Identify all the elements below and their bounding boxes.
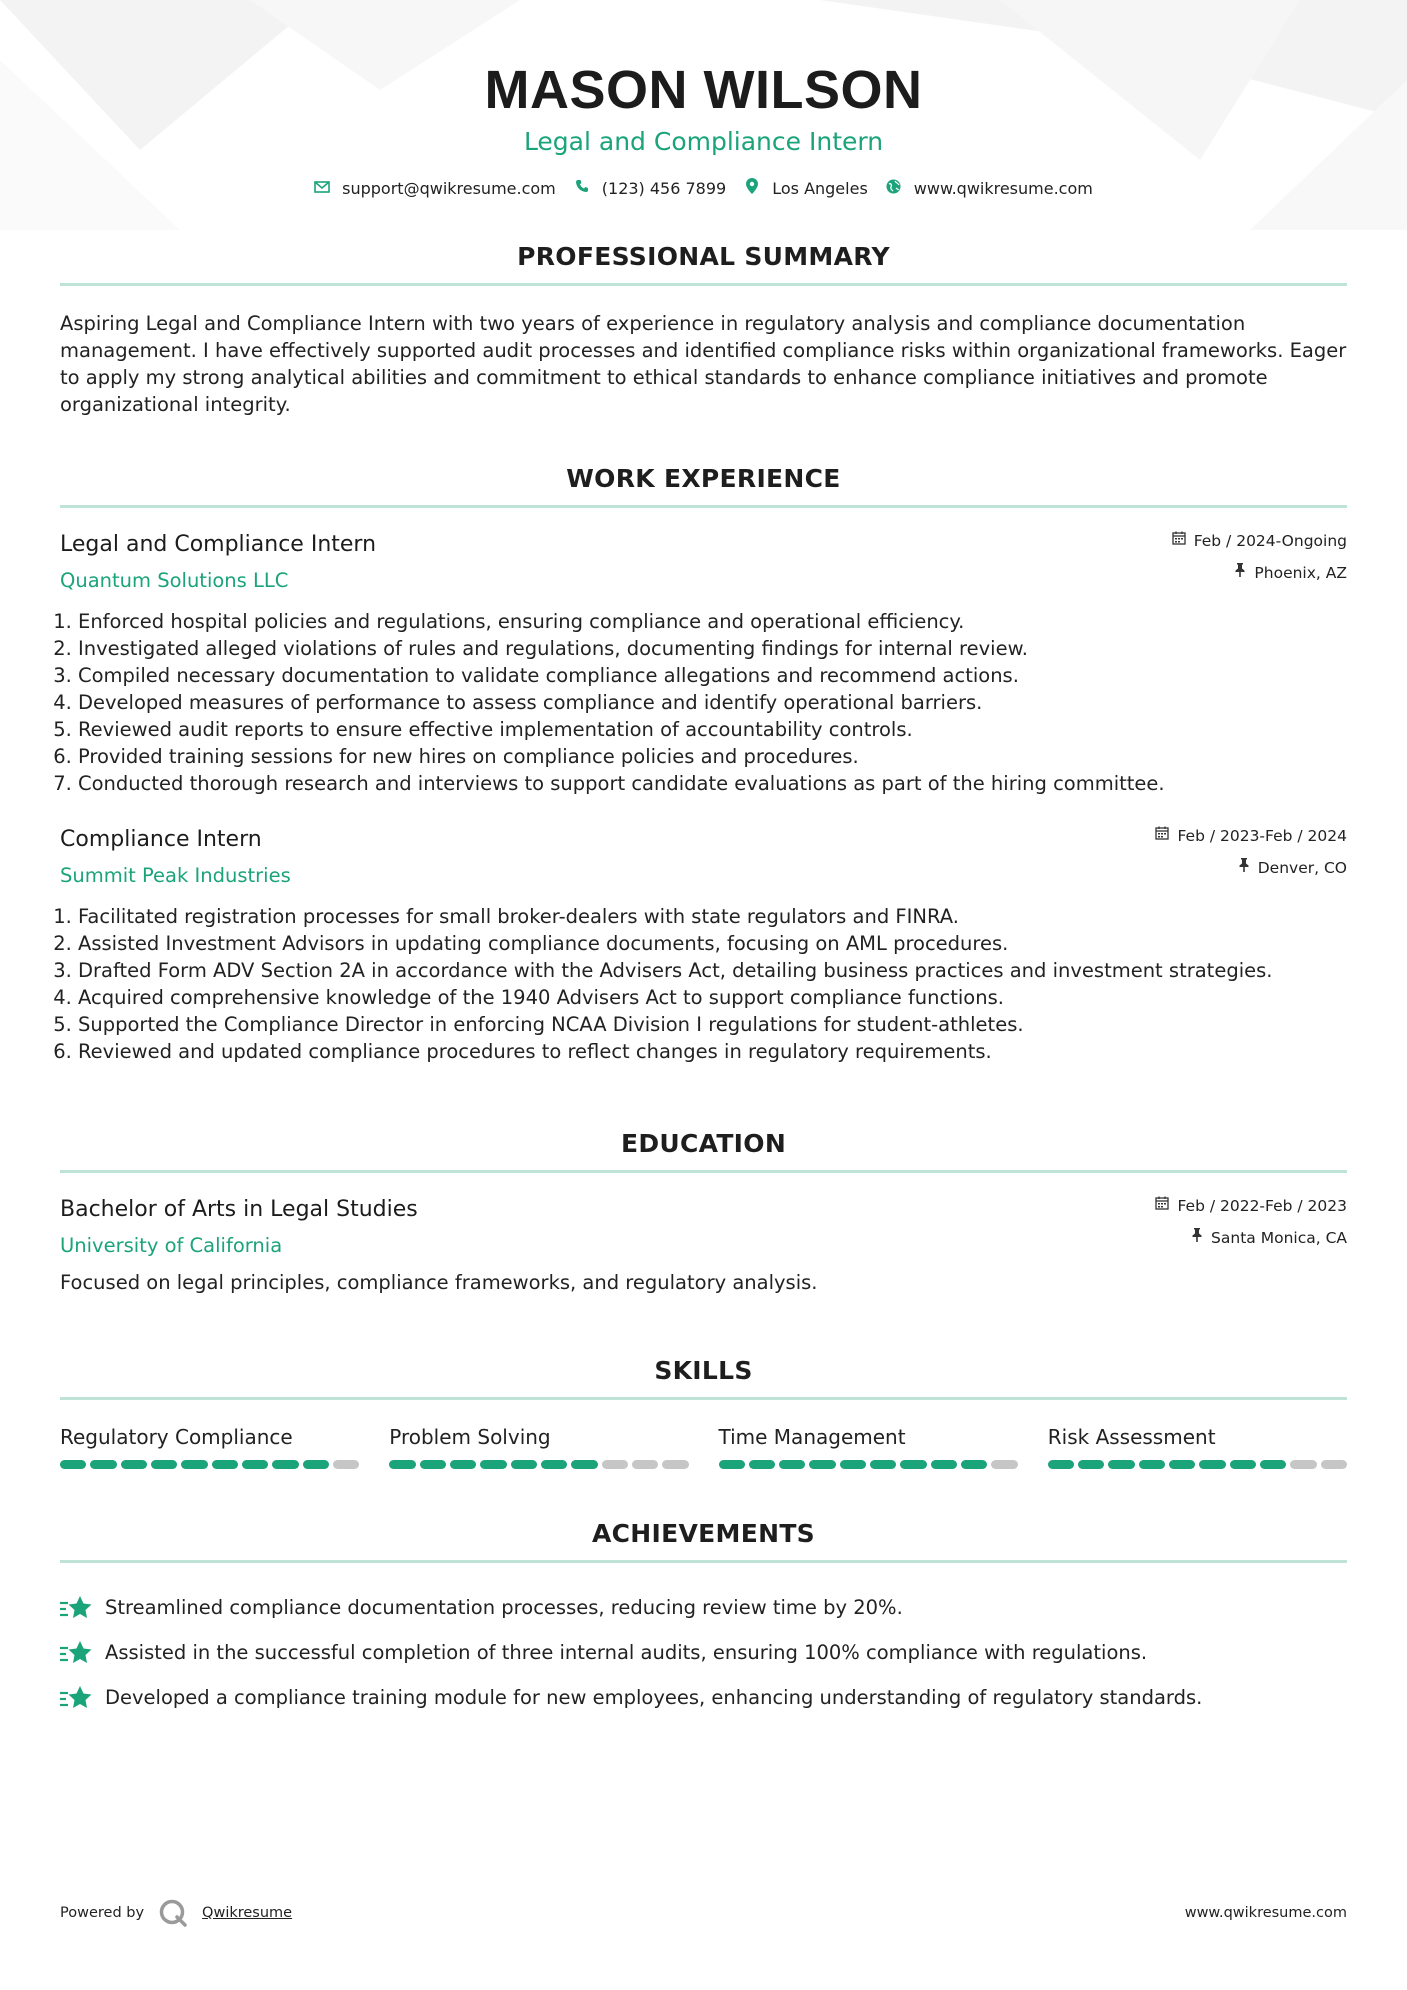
- list-item: 5. Reviewed audit reports to ensure effective implementation of accountability controls.: [78, 716, 1347, 743]
- contact-website[interactable]: [886, 179, 1093, 198]
- experience-section: [60, 464, 1347, 1065]
- skill-item: [1048, 1424, 1347, 1469]
- skill-segment-filled: [809, 1460, 835, 1469]
- resume-header: [60, 0, 1347, 198]
- skill-name: Problem Solving: [389, 1425, 551, 1449]
- skills-heading: SKILLS: [654, 1356, 753, 1385]
- pushpin-icon: [1234, 562, 1246, 584]
- skill-segment-empty: [1321, 1460, 1347, 1469]
- skill-segment-empty: [1290, 1460, 1316, 1469]
- footer-website[interactable]: www.qwikresume.com: [1184, 1905, 1347, 1921]
- envelope-icon: [314, 179, 330, 197]
- company-name: Summit Peak Industries: [60, 864, 291, 887]
- candidate-role: Legal and Compliance Intern: [523, 127, 884, 156]
- skill-segment-filled: [1048, 1460, 1074, 1469]
- skill-segment-filled: [779, 1460, 805, 1469]
- calendar-icon: [1172, 530, 1186, 552]
- skill-segment-filled: [212, 1460, 238, 1469]
- skill-segment-filled: [151, 1460, 177, 1469]
- section-divider: [60, 1560, 1347, 1563]
- skill-segment-filled: [303, 1460, 329, 1469]
- skill-segment-filled: [1169, 1460, 1195, 1469]
- list-item: 4. Acquired comprehensive knowledge of the 1940 Advisers Act to support compliance functions.: [78, 984, 1347, 1011]
- skill-name: Risk Assessment: [1047, 1425, 1216, 1449]
- achievements-heading: ACHIEVEMENTS: [592, 1519, 815, 1548]
- list-item: 1. Enforced hospital policies and regulations, ensuring compliance and operational efficiency.: [78, 608, 1347, 635]
- job-bullets: [60, 608, 1347, 797]
- achievements-section: [60, 1519, 1347, 1720]
- achievement-item: [60, 1675, 1347, 1720]
- job-entry: [60, 825, 1347, 1065]
- contact-email-text[interactable]: support@qwikresume.com: [342, 178, 556, 198]
- contact-location-text: Los Angeles: [772, 178, 868, 198]
- phone-icon: [574, 179, 590, 197]
- globe-icon: [886, 179, 902, 198]
- skill-segment-empty: [632, 1460, 658, 1469]
- skill-segment-filled: [90, 1460, 116, 1469]
- skill-segment-filled: [181, 1460, 207, 1469]
- job-location: Phoenix, AZ: [1254, 564, 1347, 582]
- list-item: 7. Conducted thorough research and interviews to support candidate evaluations as part of the hiring committee.: [78, 770, 1347, 797]
- job-location: Denver, CO: [1257, 859, 1347, 877]
- skill-segment-empty: [333, 1460, 359, 1469]
- powered-by-label: Powered by: [60, 1905, 145, 1921]
- education-dates: Feb / 2022-Feb / 2023: [1177, 1197, 1347, 1215]
- skill-segment-filled: [60, 1460, 86, 1469]
- skill-segment-filled: [272, 1460, 298, 1469]
- degree-title: Bachelor of Arts in Legal Studies: [60, 1197, 418, 1222]
- skill-segment-filled: [480, 1460, 506, 1469]
- achievement-text: Developed a compliance training module for new employees, enhancing understanding of regulatory standards.: [105, 1686, 1203, 1709]
- contact-location: [744, 178, 868, 198]
- skill-segment-filled: [121, 1460, 147, 1469]
- contact-bar: [60, 178, 1347, 198]
- summary-heading: PROFESSIONAL SUMMARY: [517, 242, 890, 271]
- skill-segment-filled: [1139, 1460, 1165, 1469]
- skill-segment-filled: [749, 1460, 775, 1469]
- skill-item: [60, 1424, 359, 1469]
- education-section: [60, 1129, 1347, 1296]
- school-name: University of California: [60, 1234, 283, 1257]
- job-title: Legal and Compliance Intern: [60, 532, 377, 557]
- qwikresume-logo-icon: [158, 1898, 188, 1928]
- section-divider: [60, 505, 1347, 508]
- star-icon: [60, 1640, 93, 1666]
- skill-segment-filled: [870, 1460, 896, 1469]
- skill-level-bar: [389, 1460, 688, 1469]
- summary-text: Aspiring Legal and Compliance Intern with two years of experience in regulatory analysis and compliance documentation management. I have effectively supported audit processes and identified compliance risks within organizational frameworks. Eager to apply my strong analytical abilities and commitment to ethical standards to enhance compliance initiatives and promote organizational integrity.: [60, 312, 1347, 416]
- skill-item: [389, 1424, 688, 1469]
- contact-website-text[interactable]: www.qwikresume.com: [913, 178, 1093, 198]
- education-location: Santa Monica, CA: [1211, 1229, 1347, 1247]
- skill-segment-filled: [511, 1460, 537, 1469]
- skill-segment-filled: [961, 1460, 987, 1469]
- list-item: 1. Facilitated registration processes for small broker-dealers with state regulators and FINRA.: [78, 903, 1347, 930]
- list-item: 2. Assisted Investment Advisors in updating compliance documents, focusing on AML procedures.: [78, 930, 1347, 957]
- skill-segment-filled: [1199, 1460, 1225, 1469]
- star-icon: [60, 1595, 93, 1621]
- skill-segment-filled: [1230, 1460, 1256, 1469]
- skill-segment-filled: [450, 1460, 476, 1469]
- job-bullets: [60, 903, 1347, 1065]
- contact-phone-text[interactable]: (123) 456 7899: [601, 178, 727, 198]
- skill-name: Regulatory Compliance: [60, 1425, 293, 1449]
- skill-segment-filled: [1108, 1460, 1134, 1469]
- achievement-item: [60, 1585, 1347, 1630]
- skill-segment-filled: [541, 1460, 567, 1469]
- achievement-text: Assisted in the successful completion of three internal audits, ensuring 100% compliance with regulations.: [105, 1641, 1148, 1664]
- skill-segment-filled: [840, 1460, 866, 1469]
- list-item: 5. Supported the Compliance Director in enforcing NCAA Division I regulations for student-athletes.: [78, 1011, 1347, 1038]
- list-item: 6. Provided training sessions for new hires on compliance policies and procedures.: [78, 743, 1347, 770]
- skill-segment-empty: [991, 1460, 1017, 1469]
- calendar-icon: [1155, 825, 1169, 847]
- job-title: Compliance Intern: [60, 827, 262, 852]
- job-entry: [60, 530, 1347, 797]
- job-dates: Feb / 2023-Feb / 2024: [1177, 827, 1347, 845]
- calendar-icon: [1155, 1195, 1169, 1217]
- achievement-text: Streamlined compliance documentation processes, reducing review time by 20%.: [105, 1596, 903, 1619]
- skill-segment-filled: [1260, 1460, 1286, 1469]
- pushpin-icon: [1191, 1227, 1203, 1249]
- skills-section: [60, 1356, 1347, 1469]
- list-item: 2. Investigated alleged violations of rules and regulations, documenting findings for internal review.: [78, 635, 1347, 662]
- skill-level-bar: [1048, 1460, 1347, 1469]
- page-footer: [60, 1898, 1347, 1928]
- star-icon: [60, 1685, 93, 1711]
- section-divider: [60, 1397, 1347, 1400]
- contact-phone[interactable]: [574, 179, 726, 198]
- pushpin-icon: [1238, 857, 1250, 879]
- skill-segment-filled: [931, 1460, 957, 1469]
- section-divider: [60, 283, 1347, 286]
- achievement-item: [60, 1630, 1347, 1675]
- education-description: Focused on legal principles, compliance frameworks, and regulatory analysis.: [60, 1271, 818, 1294]
- qwikresume-link[interactable]: Qwikresume: [202, 1905, 293, 1921]
- skill-item: [719, 1424, 1018, 1469]
- contact-email[interactable]: [314, 179, 556, 198]
- skill-segment-filled: [1078, 1460, 1104, 1469]
- education-heading: EDUCATION: [620, 1129, 787, 1158]
- job-dates: Feb / 2024-Ongoing: [1193, 532, 1347, 550]
- list-item: 3. Compiled necessary documentation to validate compliance allegations and recommend actions.: [78, 662, 1347, 689]
- skill-segment-empty: [662, 1460, 688, 1469]
- skill-segment-filled: [389, 1460, 415, 1469]
- experience-heading: WORK EXPERIENCE: [566, 464, 841, 493]
- skill-name: Time Management: [718, 1425, 906, 1449]
- skill-level-bar: [719, 1460, 1018, 1469]
- list-item: 4. Developed measures of performance to assess compliance and identify operational barriers.: [78, 689, 1347, 716]
- list-item: 3. Drafted Form ADV Section 2A in accordance with the Advisers Act, detailing business practices and investment strategies.: [78, 957, 1347, 984]
- skill-segment-filled: [420, 1460, 446, 1469]
- skill-segment-filled: [719, 1460, 745, 1469]
- section-divider: [60, 1170, 1347, 1173]
- skill-segment-filled: [900, 1460, 926, 1469]
- list-item: 6. Reviewed and updated compliance procedures to reflect changes in regulatory requirements.: [78, 1038, 1347, 1065]
- skill-level-bar: [60, 1460, 359, 1469]
- candidate-name: MASON WILSON: [484, 60, 923, 120]
- company-name: Quantum Solutions LLC: [60, 569, 289, 592]
- map-marker-icon: [744, 178, 760, 198]
- skill-segment-empty: [602, 1460, 628, 1469]
- skill-segment-filled: [242, 1460, 268, 1469]
- skill-segment-filled: [571, 1460, 597, 1469]
- summary-section: [60, 242, 1347, 418]
